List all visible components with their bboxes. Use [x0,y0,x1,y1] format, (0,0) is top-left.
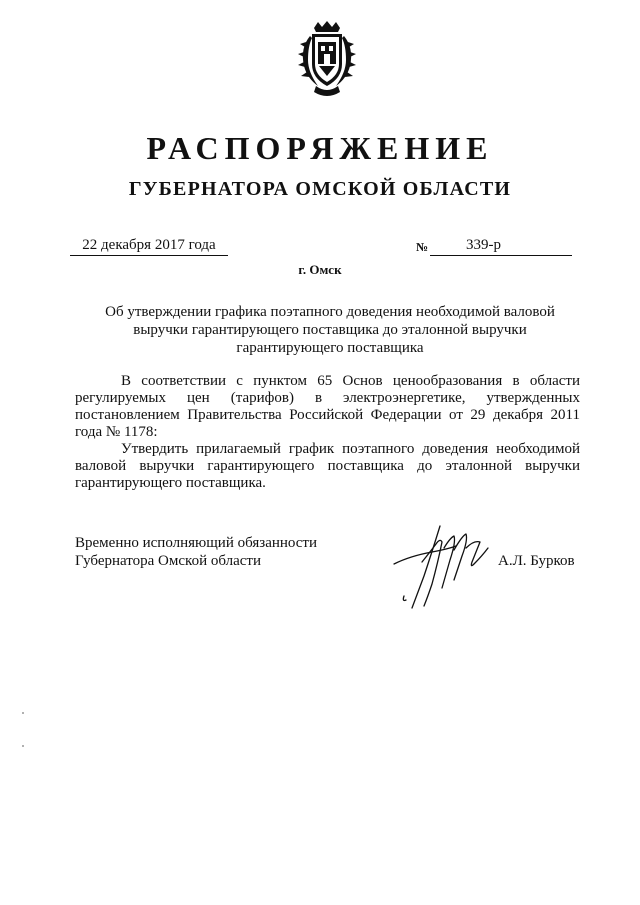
signer-name: А.Л. Бурков [498,553,575,569]
number-sign: № [416,240,429,254]
scan-speck [22,745,24,747]
document-date: 22 декабря 2017 года [70,236,228,256]
subject-line: Об утверждении графика поэтапного доведения необходимой валовой [105,304,555,320]
document-body [75,373,580,492]
document-subtitle: ГУБЕРНАТОРА ОМСКОЙ ОБЛАСТИ [128,178,512,200]
handwritten-signature-icon [392,522,504,614]
body-paragraph: В соответствии с пунктом 65 Основ ценообразования в области регулируемых цен (тарифов) в электроэнергетике, утвержденных постановлением Правительства Российской Федерации от 29 декабря 2011 года № 1178: [75,373,580,440]
omsk-region-coat-of-arms-icon [296,20,358,100]
scan-speck [22,712,24,714]
document-number: 339-р [430,236,572,256]
subject-line: гарантирующего поставщика [236,340,424,356]
document-subject [95,303,565,357]
signer-position-line: Временно исполняющий обязанности [75,535,318,551]
signer-position-line: Губернатора Омской области [75,553,261,569]
subject-line: выручки гарантирующего поставщика до эталонной выручки [133,322,527,338]
document-city: г. Омск [298,262,342,277]
body-paragraph: Утвердить прилагаемый график поэтапного доведения необходимой валовой выручки гарантирующего поставщика до эталонной выручки гарантирующего поставщика. [75,441,580,491]
signer-position [75,534,317,570]
document-title: РАСПОРЯЖЕНИЕ [146,130,494,166]
